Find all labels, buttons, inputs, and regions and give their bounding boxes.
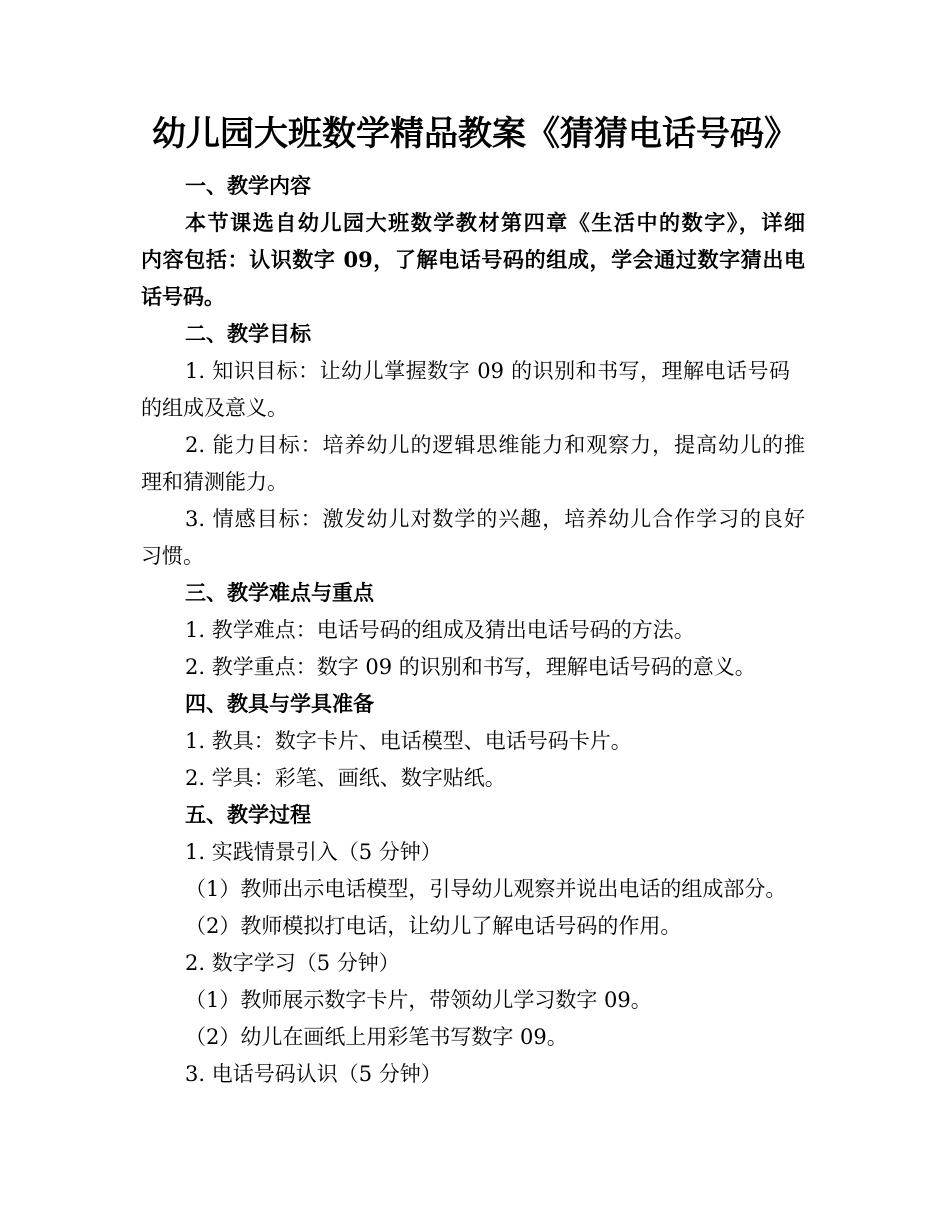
process-substep: （1）教师出示电话模型，引导幼儿观察并说出电话的组成部分。 <box>185 877 787 901</box>
process-step: 3. 电话号码认识（5 分钟） <box>185 1062 442 1086</box>
document-title: 幼儿园大班数学精品教案《猜猜电话号码》 <box>152 114 798 154</box>
process-substep: （2）幼儿在画纸上用彩笔书写数字 09。 <box>185 1025 568 1049</box>
list-item-line: 习惯。 <box>141 544 204 568</box>
process-step: 2. 数字学习（5 分钟） <box>185 951 400 975</box>
process-substep: （1）教师展示数字卡片，带领幼儿学习数字 09。 <box>185 988 652 1012</box>
list-item-line: 的组成及意义。 <box>141 396 288 420</box>
list-item-line: 1. 知识目标：让幼儿掌握数字 09 的识别和书写，理解电话号码 <box>185 359 790 383</box>
paragraph-line: 本节课选自幼儿园大班数学教材第四章《生活中的数字》，详细 <box>185 210 805 235</box>
list-item: 1. 教学难点：电话号码的组成及猜出电话号码的方法。 <box>185 618 695 642</box>
list-item-line: 理和猜测能力。 <box>141 470 288 494</box>
paragraph-line: 内容包括：认识数字 09，了解电话号码的组成，学会通过数字猜出电 <box>141 247 805 272</box>
section-heading-5: 五、教学过程 <box>185 802 311 827</box>
section-heading-1: 一、教学内容 <box>185 173 311 198</box>
list-item: 2. 学具：彩笔、画纸、数字贴纸。 <box>185 766 506 790</box>
process-step: 1. 实践情景引入（5 分钟） <box>185 840 442 864</box>
section-heading-2: 二、教学目标 <box>185 321 311 346</box>
list-item-line: 2. 能力目标：培养幼儿的逻辑思维能力和观察力，提高幼儿的推 <box>185 433 805 457</box>
section-heading-3: 三、教学难点与重点 <box>185 580 374 605</box>
list-item: 2. 教学重点：数字 09 的识别和书写，理解电话号码的意义。 <box>185 655 756 679</box>
list-item: 1. 教具：数字卡片、电话模型、电话号码卡片。 <box>185 729 632 753</box>
paragraph-line: 话号码。 <box>141 284 225 309</box>
section-heading-4: 四、教具与学具准备 <box>185 691 374 716</box>
process-substep: （2）教师模拟打电话，让幼儿了解电话号码的作用。 <box>185 914 682 938</box>
list-item-line: 3. 情感目标：激发幼儿对数学的兴趣，培养幼儿合作学习的良好 <box>185 507 805 531</box>
